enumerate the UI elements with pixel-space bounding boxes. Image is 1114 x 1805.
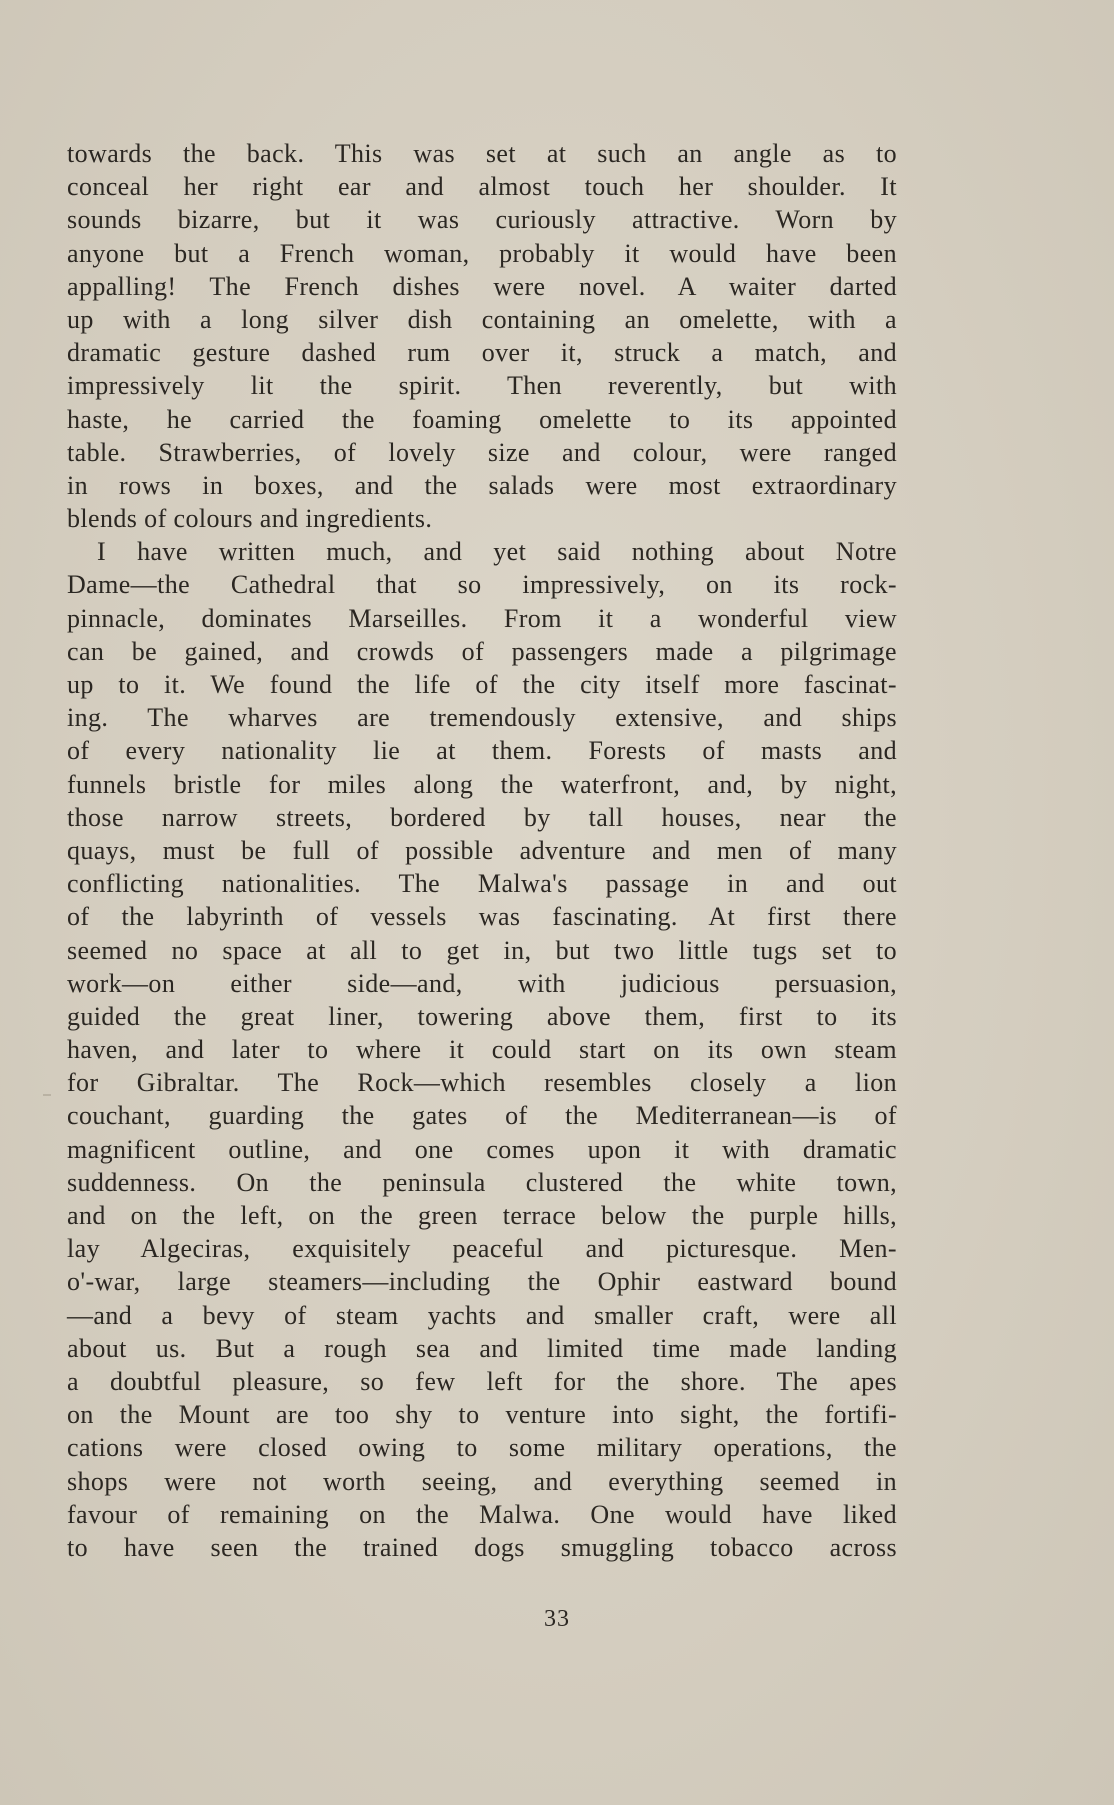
text-line: and on the left, on the green terrace below the purple hills, (67, 1201, 897, 1230)
text-line: table. Strawberries, of lovely size and colour, were ranged (67, 437, 897, 467)
text-line: favour of remaining on the Malwa. One would have liked (67, 1499, 897, 1529)
text-line: impressively lit the spirit. Then reverently, but with (67, 371, 897, 401)
text-line: anyone but a French woman, probably it would have been (67, 238, 897, 268)
text-line: work—on either side—and, with judicious persuasion, (67, 968, 897, 998)
text-line: dramatic gesture dashed rum over it, struck a match, and (67, 338, 897, 368)
text-line: couchant, guarding the gates of the Mediterranean—is of (67, 1101, 897, 1131)
text-line: sounds bizarre, but it was curiously attractive. Worn by (67, 205, 897, 235)
text-line: can be gained, and crowds of passengers made a pilgrimage (67, 636, 897, 666)
text-line: —and a bevy of steam yachts and smaller craft, were all (67, 1300, 897, 1330)
text-line: ing. The wharves are tremendously extensive, and ships (67, 703, 897, 733)
page-number: 33 (544, 1606, 570, 1632)
text-line: o'-war, large steamers—including the Ophir eastward bound (67, 1267, 897, 1297)
text-line: for Gibraltar. The Rock—which resembles closely a lion (67, 1068, 897, 1098)
text-line: conceal her right ear and almost touch her shoulder. It (67, 172, 897, 202)
text-line: guided the great liner, towering above them, first to its (67, 1001, 897, 1031)
text-line: in rows in boxes, and the salads were most extraordinary (67, 470, 897, 500)
body-text (67, 137, 897, 1564)
text-line: of every nationality lie at them. Forests of masts and (67, 736, 897, 766)
text-line: magnificent outline, and one comes upon it with dramatic (67, 1134, 897, 1164)
text-line: those narrow streets, bordered by tall houses, near the (67, 802, 897, 832)
text-line: shops were not worth seeing, and everything seemed in (67, 1466, 897, 1496)
text-line: towards the back. This was set at such an angle as to (67, 139, 897, 168)
text-line: quays, must be full of possible adventure and men of many (67, 835, 897, 865)
text-line: about us. But a rough sea and limited time made landing (67, 1333, 897, 1363)
margin-mark (43, 1094, 51, 1096)
text-line: a doubtful pleasure, so few left for the shore. The apes (67, 1366, 897, 1396)
text-line: conflicting nationalities. The Malwa's passage in and out (67, 869, 897, 899)
text-line: on the Mount are too shy to venture into sight, the fortifi- (67, 1400, 897, 1430)
text-line: Dame—the Cathedral that so impressively, on its rock- (67, 570, 897, 600)
text-line: I have written much, and yet said nothing about Notre (97, 537, 897, 567)
text-line: pinnacle, dominates Marseilles. From it a wonderful view (67, 603, 897, 633)
text-line: blends of colours and ingredients. (67, 504, 433, 534)
text-line: up with a long silver dish containing an omelette, with a (67, 304, 897, 334)
text-line: haven, and later to where it could start on its own steam (67, 1035, 897, 1065)
text-line: appalling! The French dishes were novel. A waiter darted (67, 271, 897, 301)
text-line: seemed no space at all to get in, but two little tugs set to (67, 935, 897, 965)
text-line: haste, he carried the foaming omelette to its appointed (67, 404, 897, 434)
text-line: cations were closed owing to some military operations, the (67, 1433, 897, 1463)
text-line: suddenness. On the peninsula clustered the white town, (67, 1167, 897, 1197)
text-line: lay Algeciras, exquisitely peaceful and picturesque. Men- (67, 1234, 897, 1264)
text-line: to have seen the trained dogs smuggling tobacco across (67, 1532, 897, 1562)
text-line: funnels bristle for miles along the waterfront, and, by night, (67, 769, 897, 799)
text-line: of the labyrinth of vessels was fascinating. At first there (67, 902, 897, 932)
text-line: up to it. We found the life of the city itself more fascinat- (67, 670, 897, 699)
